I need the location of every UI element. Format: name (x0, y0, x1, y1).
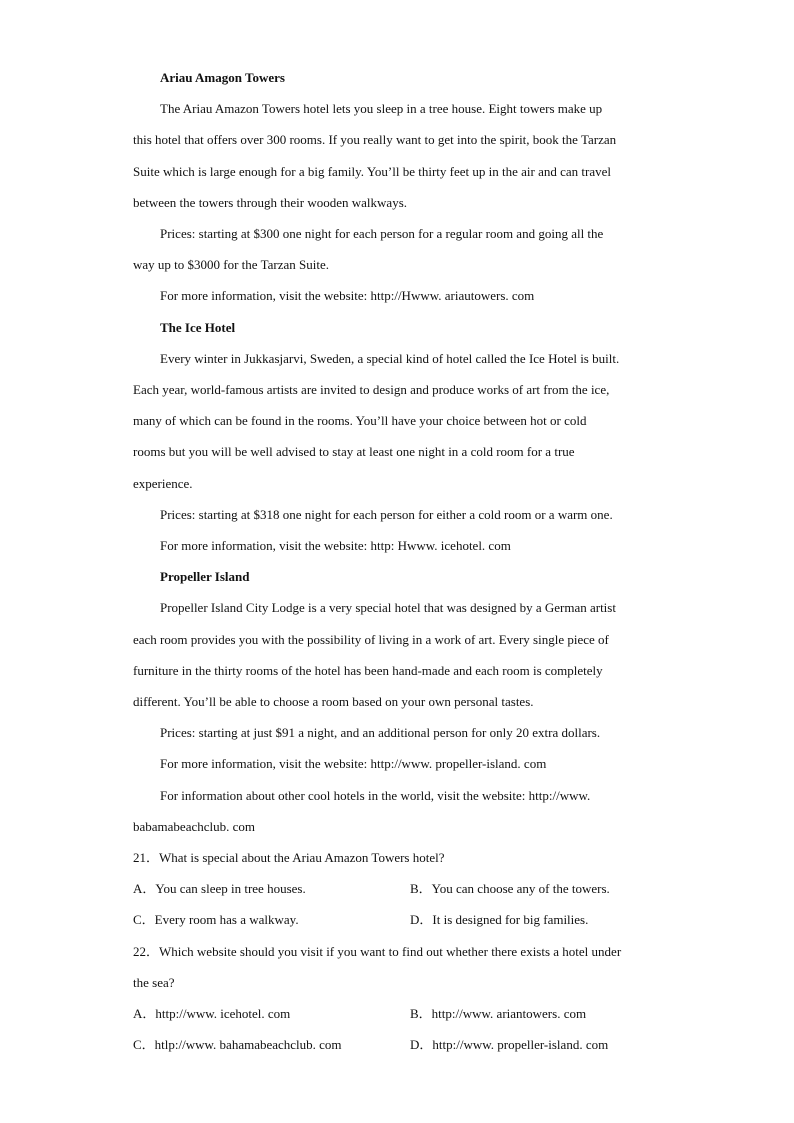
paragraph-line: experience. (133, 475, 193, 491)
closing-line: babamabeachclub. com (133, 818, 255, 834)
option-letter: D． (410, 912, 433, 928)
option-letter: B． (410, 881, 432, 897)
price-line: way up to $3000 for the Tarzan Suite. (133, 257, 329, 273)
option-text: Every room has a walkway. (154, 912, 299, 928)
paragraph-line: Suite which is large enough for a big family. You’ll be thirty feet up in the air and can travel (133, 163, 611, 179)
option-letter: A． (133, 1006, 156, 1022)
paragraph-line: rooms but you will be well advised to stay at least one night in a cold room for a true (133, 444, 575, 460)
paragraph-line: each room provides you with the possibility of living in a work of art. Every single piece of (133, 631, 609, 647)
option-d (410, 904, 588, 935)
option-text: htlp://www. bahamabeachclub. com (154, 1037, 342, 1053)
option-a (133, 998, 410, 1029)
question-number: 21． (133, 850, 160, 866)
question-number: 22． (133, 943, 160, 959)
option-c (133, 904, 410, 935)
option-text: You can sleep in tree houses. (155, 881, 306, 897)
option-b (410, 873, 610, 904)
option-letter: B． (410, 1006, 432, 1022)
section-title-ariau: Ariau Amagon Towers (160, 70, 285, 85)
option-letter: A． (133, 881, 156, 897)
info-line: For more information, visit the website: http: Hwww. icehotel. com (160, 538, 511, 554)
price-line: Prices: starting at $300 one night for each person for a regular room and going all the (160, 226, 604, 242)
option-text: It is designed for big families. (432, 912, 589, 928)
question-stem (133, 842, 661, 873)
option-text: http://www. propeller-island. com (432, 1037, 609, 1053)
paragraph-line: many of which can be found in the rooms. You’ll have your choice between hot or cold (133, 413, 587, 429)
section-title-ice-hotel: The Ice Hotel (160, 319, 236, 335)
paragraph-line: Propeller Island City Lodge is a very special hotel that was designed by a German artist (160, 600, 616, 616)
price-line: Prices: starting at just $91 a night, and an additional person for only 20 extra dollars. (160, 725, 601, 741)
paragraph-line: different. You’ll be able to choose a room based on your own personal tastes. (133, 694, 534, 710)
option-row (133, 904, 661, 935)
option-b (410, 998, 586, 1029)
question-stem (133, 936, 661, 967)
option-c (133, 1029, 410, 1060)
option-letter: C． (133, 1037, 155, 1053)
option-d (410, 1029, 608, 1060)
option-row (133, 998, 661, 1029)
option-letter: C． (133, 912, 155, 928)
option-row (133, 873, 661, 904)
section-title-propeller-island: Propeller Island (160, 569, 250, 585)
paragraph-line: Every winter in Jukkasjarvi, Sweden, a special kind of hotel called the Ice Hotel is built. (160, 350, 620, 366)
option-text: http://www. ariantowers. com (431, 1006, 587, 1022)
question-text: What is special about the Ariau Amazon Towers hotel? (159, 850, 445, 866)
paragraph-line: this hotel that offers over 300 rooms. If you really want to get into the spirit, book the Tarzan (133, 132, 617, 148)
question-stem-continued: the sea? (133, 974, 175, 990)
closing-line: For information about other cool hotels in the world, visit the website: http://www. (160, 787, 591, 803)
option-a (133, 873, 410, 904)
paragraph-line: furniture in the thirty rooms of the hotel has been hand-made and each room is completely (133, 662, 603, 678)
paragraph-line: Each year, world-famous artists are invited to design and produce works of art from the ice, (133, 382, 610, 398)
option-text: http://www. icehotel. com (155, 1006, 291, 1022)
info-line: For more information, visit the website: http://www. propeller-island. com (160, 756, 547, 772)
info-line: For more information, visit the website: http://Hwww. ariautowers. com (160, 288, 535, 304)
paragraph-line: The Ariau Amazon Towers hotel lets you sleep in a tree house. Eight towers make up (160, 101, 603, 117)
option-row (133, 1029, 661, 1060)
option-letter: D． (410, 1037, 433, 1053)
option-text: You can choose any of the towers. (431, 881, 610, 897)
price-line: Prices: starting at $318 one night for each person for either a cold room or a warm one. (160, 506, 613, 522)
question-text: Which website should you visit if you want to find out whether there exists a hotel under (159, 943, 622, 959)
paragraph-line: between the towers through their wooden walkways. (133, 194, 408, 210)
